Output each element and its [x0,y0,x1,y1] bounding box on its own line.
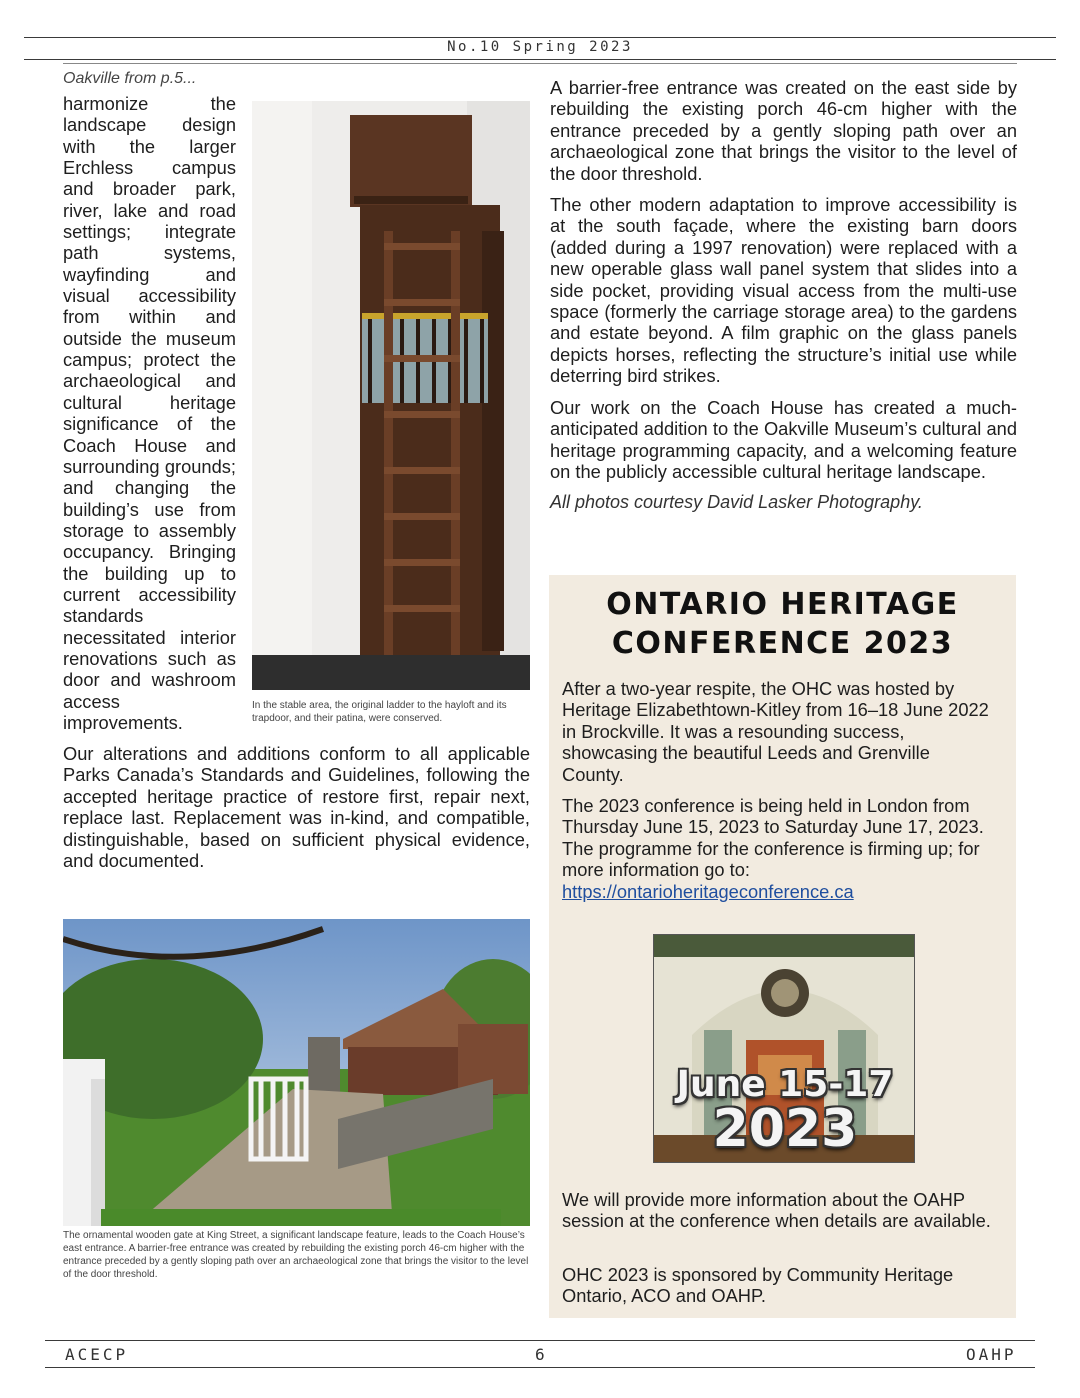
conference-paragraph-3: We will provide more information about the OAHP session at the conference when details are available. [562,1189,991,1232]
ladder-photo [252,101,530,690]
conference-link[interactable]: https://ontarioheritageconference.ca [562,880,854,902]
header-rule-bottom [24,59,1056,60]
right-paragraph-3: Our work on the Coach House has created a much-anticipated addition to the Oakville Museum’s cultural and heritage programming capacity, and a welcoming feature on the publicly accessible cultural heritage landscape. [550,396,1017,482]
footer-right: OAHP [966,1345,1017,1364]
right-column [550,77,1017,513]
header-rule-inner [63,63,1017,64]
conference-paragraph-2-text: The 2023 conference is being held in London from Thursday June 15, 2023 to Saturday June 17, 2023. The programme for the conference is firming up; for more information go to: [562,795,984,881]
conference-paragraph-2 [562,795,992,902]
ladder-caption: In the stable area, the original ladder to the hayloft and its trapdoor, and their patina, were conserved. [252,700,507,724]
footer-left: ACECP [65,1345,129,1364]
conference-title [549,585,1016,663]
footer-rule-top [45,1340,1035,1341]
ladder-photo-image [252,101,530,690]
poster-dates: June 15-17 [676,1064,894,1105]
gate-photo-image [63,919,530,1226]
photo-credit: All photos courtesy David Lasker Photography. [550,492,923,513]
gate-caption: The ornamental wooden gate at King Street, a significant landscape feature, leads to the Coach House’s east entrance. A barrier-free entrance was created by rebuilding the existing porch 46-cm higher with the entrance preceded by a gently sloping path over an archaeological zone that brings the visitor to the level of the door threshold. [63,1230,529,1280]
right-paragraph-2: The other modern adaptation to improve accessibility is at the south façade, where the existing barn doors (added during a 1997 renovation) were replaced with a new operable glass wall panel system that slides into a side pocket, providing visual access from the multi-use space (formerly the carriage storage area) to the gardens and estate beyond. A film graphic on the glass panels depicts horses, reflecting the structure’s initial use while deterring bird strikes. [550,194,1017,387]
narrow-column-text: harmonize the landscape design with the larger Erchless campus and broader park, river, lake and road settings; integrate path systems, wayfinding and visual accessibility from within and outside the museum campus; protect the archaeological and cultural heritage significance of the Coach House and surrounding grounds; and changing the building’s use from storage to assembly occupancy. Bringing the building up to current accessibility standards necessitated interior renovations such as door and washroom access improvements. [63,93,236,733]
continued-note: Oakville from p.5... [63,70,197,87]
right-paragraph-1: A barrier-free entrance was created on the east side by rebuilding the existing porch 46-cm higher with the entrance preceded by a gently sloping path over an archaeological zone that brings the visitor to the level of the door threshold. [550,77,1017,184]
left-paragraph: Our alterations and additions conform to all applicable Parks Canada’s Standards and Guidelines, following the accepted heritage practice of restore first, repair next, replace last. Replacement was in-kind, and compatible, distinguishable, based on sufficient physical evidence, and documented. [63,743,530,872]
conference-poster [653,934,915,1163]
gate-photo [63,919,530,1226]
conference-title-line-2: CONFERENCE 2023 [611,626,954,661]
footer-rule-bottom [45,1367,1035,1368]
poster-year: 2023 [712,1099,858,1159]
conference-paragraph-4: OHC 2023 is sponsored by Community Heritage Ontario, ACO and OAHP. [562,1264,954,1307]
header-rule-top [24,37,1056,38]
page-number: 6 [535,1345,545,1364]
conference-title-line-1: ONTARIO HERITAGE [606,587,959,622]
conference-paragraph-1: After a two-year respite, the OHC was hosted by Heritage Elizabethtown-Kitley from 16–18 June 2022 in Brockville. It was a resounding success, showcasing the beautiful Leeds and Grenville County. [562,678,989,785]
issue-label: No.10 Spring 2023 [447,39,633,55]
conference-box [549,575,1016,1318]
